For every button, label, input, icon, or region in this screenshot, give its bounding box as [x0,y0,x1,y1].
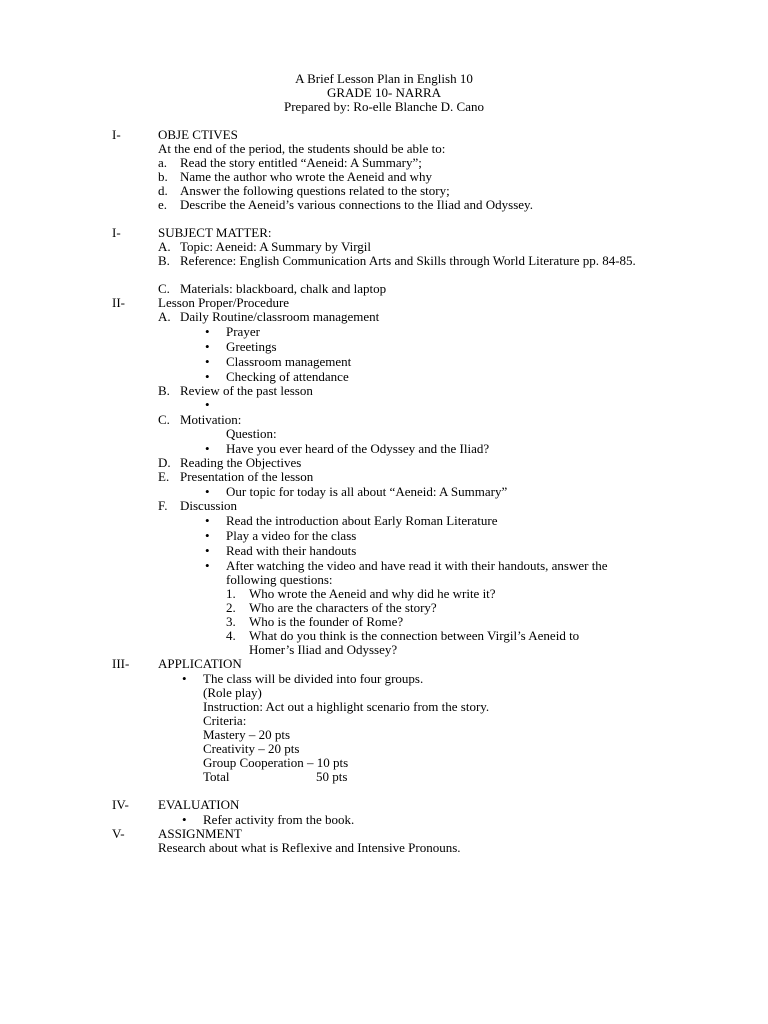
bullet-item: • Greetings [226,340,277,354]
list-marker: A. [158,309,171,324]
application-line: (Role play) [203,685,262,700]
bullet-item: • After watching the video and have read it with their handouts, answer the [226,559,608,573]
list-marker: D. [158,455,171,470]
list-marker: 2. [226,600,236,615]
question-item: Who is the founder of Rome? [249,614,404,629]
section-numeral: I- [112,127,121,142]
list-marker: A. [158,239,171,254]
grade-line: GRADE 10- NARRA [326,85,442,100]
bullet-item: • Classroom management [226,355,351,369]
total-label: Total [203,769,230,784]
list-marker: E. [158,469,170,484]
bullet-item: • Have you ever heard of the Odyssey and the Iliad? [226,442,489,456]
list-marker: a. [158,155,168,170]
list-marker: B. [158,383,170,398]
list-item: Materials: blackboard, chalk and laptop [180,281,387,296]
list-item: Read the story entitled “Aeneid: A Summary”; [180,155,422,170]
bullet-item: • Refer activity from the book. [203,813,354,827]
list-item: Reference: English Communication Arts and Skills through World Literature pp. 84-85. [180,253,636,268]
question-item-continuation: Homer’s Iliad and Odyssey? [249,642,398,657]
motivation-question-label: Question: [226,426,277,441]
section-heading-assignment: ASSIGNMENT [158,826,242,841]
section-numeral: III- [112,656,130,671]
bullet-item: • Our topic for today is all about “Aeneid: A Summary” [226,485,507,499]
bullet-item: • Read with their handouts [226,544,356,558]
objectives-intro: At the end of the period, the students should be able to: [158,141,446,156]
list-item: Review of the past lesson [180,383,313,398]
criteria-line: Mastery – 20 pts [203,727,291,742]
list-item: Answer the following questions related to the story; [180,183,450,198]
list-marker: B. [158,253,170,268]
question-item: Who are the characters of the story? [249,600,437,615]
bullet-item: • Play a video for the class [226,529,356,543]
list-marker: 1. [226,586,236,601]
section-heading-subject-matter: SUBJECT MATTER: [158,225,272,240]
list-marker: C. [158,412,170,427]
prepared-by-line: Prepared by: Ro-elle Blanche D. Cano [284,99,484,114]
bullet-item: • Checking of attendance [226,370,349,384]
section-numeral: IV- [112,797,129,812]
section-numeral: II- [112,295,125,310]
list-item: Describe the Aeneid’s various connections to the Iliad and Odyssey. [180,197,533,212]
list-marker: F. [158,498,168,513]
list-item: Motivation: [180,412,242,427]
list-marker: e. [158,197,168,212]
list-item: Discussion [180,498,238,513]
document-title: A Brief Lesson Plan in English 10 [295,71,473,86]
total-value: 50 pts [316,769,348,784]
section-heading-application: APPLICATION [158,656,242,671]
criteria-line: Creativity – 20 pts [203,741,300,756]
section-numeral: V- [112,826,125,841]
list-item: Presentation of the lesson [180,469,314,484]
list-item: Topic: Aeneid: A Summary by Virgil [180,239,372,254]
application-line: Instruction: Act out a highlight scenario from the story. [203,699,490,714]
criteria-line: Group Cooperation – 10 pts [203,755,349,770]
bullet-item-continuation: following questions: [226,572,333,587]
list-item: Name the author who wrote the Aeneid and why [180,169,432,184]
list-item: Reading the Objectives [180,455,302,470]
question-item: What do you think is the connection between Virgil’s Aeneid to [249,628,580,643]
section-heading-evaluation: EVALUATION [158,797,240,812]
section-heading-procedure: Lesson Proper/Procedure [158,295,290,310]
list-marker: C. [158,281,170,296]
bullet-item: • Prayer [226,325,260,339]
list-marker: b. [158,169,168,184]
list-marker: 4. [226,628,236,643]
bullet-item: • Read the introduction about Early Roman Literature [226,514,497,528]
section-heading-objectives: OBJE CTIVES [158,127,238,142]
list-marker: 3. [226,614,236,629]
application-line: Criteria: [203,713,247,728]
list-marker: d. [158,183,168,198]
section-numeral: I- [112,225,121,240]
bullet-item: • The class will be divided into four groups. [203,672,423,686]
question-item: Who wrote the Aeneid and why did he write it? [249,586,496,601]
list-item: Daily Routine/classroom management [180,309,380,324]
assignment-text: Research about what is Reflexive and Intensive Pronouns. [158,840,461,855]
